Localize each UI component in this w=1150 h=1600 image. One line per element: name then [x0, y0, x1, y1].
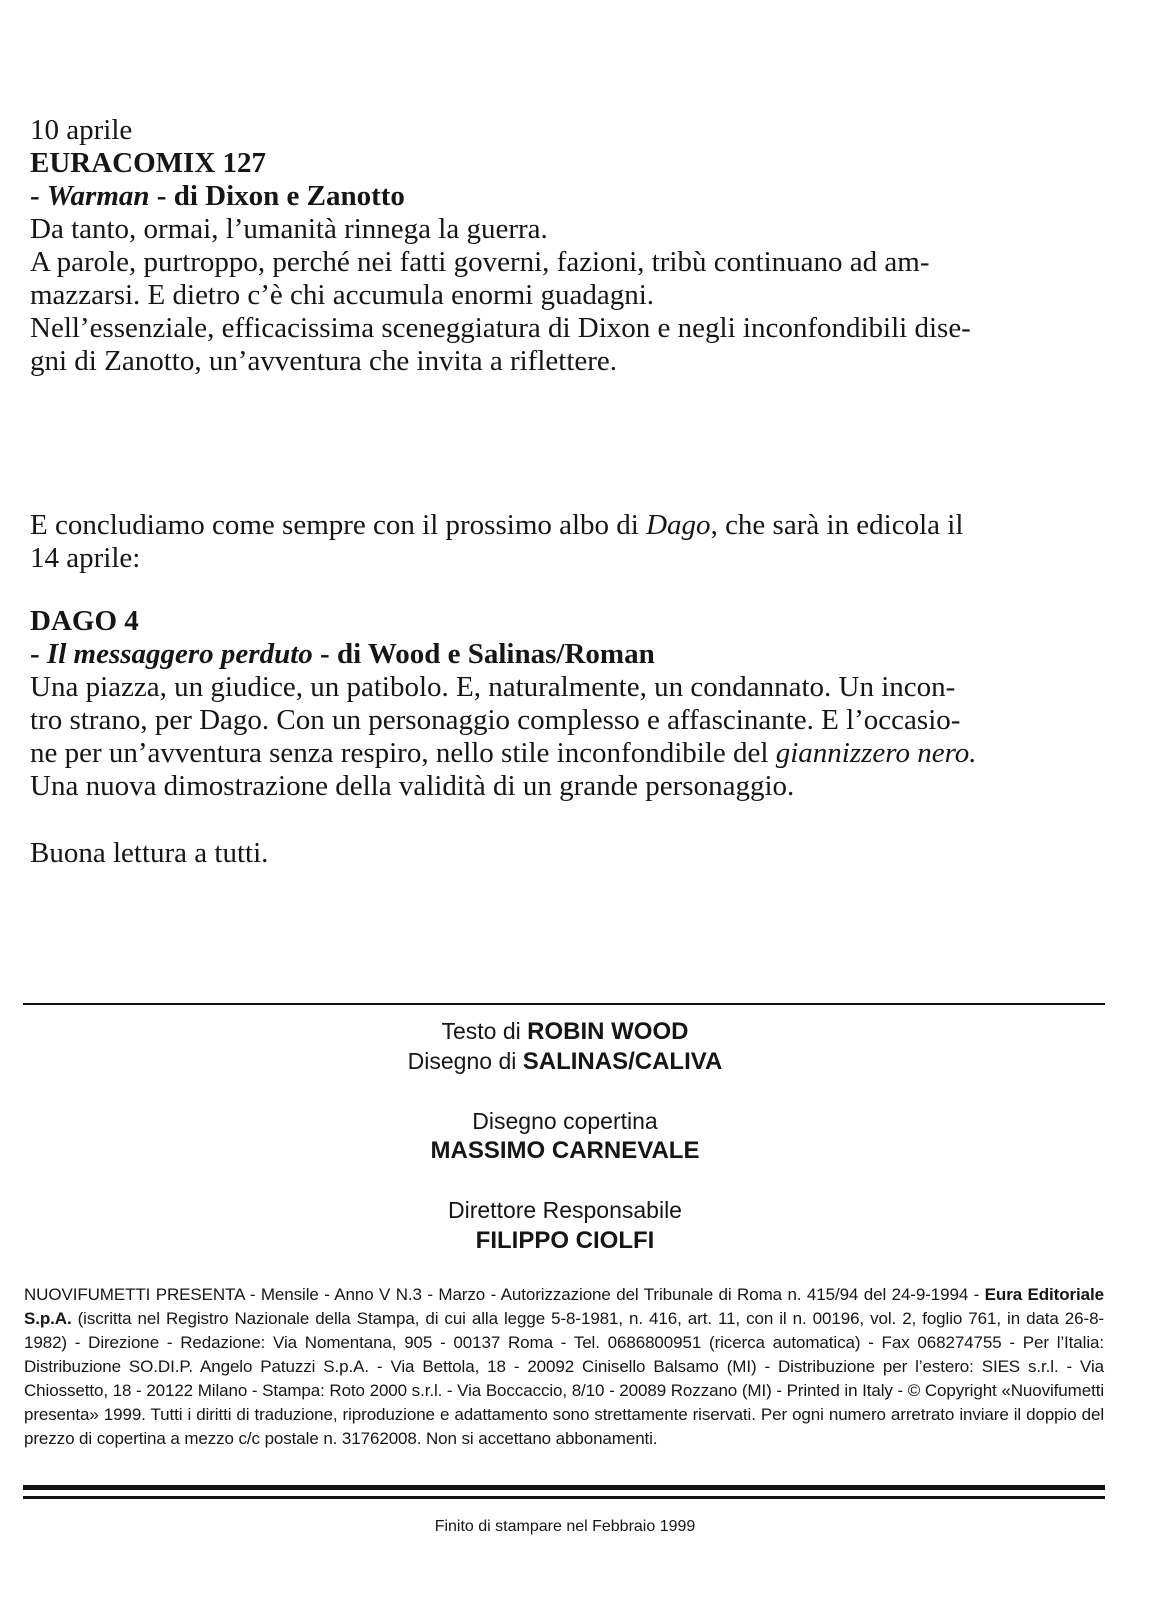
- print-date-footer: Finito di stampare nel Febbraio 1999: [434, 1518, 696, 1535]
- publisher-name: Eura Editoriale S.p.A.: [24, 1285, 1104, 1328]
- release-date: 10 aprile: [30, 114, 133, 146]
- credit-art: Disegno di SALINAS/CALIVA: [407, 1048, 723, 1075]
- story-authors: di Wood e Salinas/Roman: [336, 638, 655, 670]
- story-title: Il messaggero perduto: [46, 638, 313, 670]
- body-line: gni di Zanotto, un’avventura che invita a riflettere.: [30, 345, 618, 377]
- story-authors: di Dixon e Zanotto: [173, 180, 405, 212]
- divider-top: [23, 1003, 1105, 1005]
- body-line: Nell’essenziale, efficacissima sceneggiatura di Dixon e negli inconfondibili dise-: [30, 312, 971, 344]
- story-heading: - Warman - di Dixon e Zanotto: [30, 180, 405, 212]
- story-title: Warman: [46, 180, 150, 212]
- credit-director-name: FILIPPO CIOLFI: [475, 1227, 655, 1254]
- series-title: EURACOMIX 127: [30, 147, 267, 179]
- credit-cover-label: Disegno copertina: [472, 1108, 658, 1134]
- credit-cover-name: MASSIMO CARNEVALE: [430, 1137, 700, 1164]
- body-line: ne per un’avventura senza respiro, nello stile inconfondibile del giannizzero nero.: [30, 737, 977, 769]
- intro-line: 14 aprile:: [30, 542, 141, 574]
- credit-director-label: Direttore Responsabile: [448, 1197, 682, 1223]
- body-line: A parole, purtroppo, perché nei fatti governi, fazioni, tribù continuano ad am-: [30, 246, 930, 278]
- divider-bottom-thin: [23, 1496, 1105, 1499]
- body-line: tro strano, per Dago. Con un personaggio complesso e affascinante. E l’occasio-: [30, 704, 961, 736]
- divider-bottom-thick: [23, 1485, 1105, 1490]
- announcement-dago: [30, 605, 1115, 803]
- credit-text: Testo di ROBIN WOOD: [441, 1018, 689, 1045]
- closing-text: Buona lettura a tutti.: [30, 837, 269, 869]
- announcement-euracomix: [30, 114, 1115, 378]
- body-line: Da tanto, ormai, l’umanità rinnega la guerra.: [30, 213, 548, 245]
- story-heading: - Il messaggero perduto - di Wood e Salinas/Roman: [30, 638, 655, 670]
- body-line: mazzarsi. E dietro c’è chi accumula enormi guadagni.: [30, 279, 655, 311]
- body-line: Una nuova dimostrazione della validità di un grande personaggio.: [30, 770, 795, 802]
- intro-line: E concludiamo come sempre con il prossimo albo di Dago, che sarà in edicola il: [30, 509, 964, 541]
- series-title: DAGO 4: [30, 605, 139, 637]
- body-line: Una piazza, un giudice, un patibolo. E, naturalmente, un condannato. Un incon-: [30, 671, 956, 703]
- closing-line: [30, 837, 1115, 870]
- colophon: NUOVIFUMETTI PRESENTA - Mensile - Anno V N.3 - Marzo - Autorizzazione del Tribunale di Roma n. 415/94 del 24-9-1994 - Eura Editoriale S.p.A. (iscritta nel Registro Nazionale della Stampa, di cui alla legge 5-8-1981, n. 416, art. 11, con il n. 00196, vol. 2, foglio 761, in data 26-8-1982) - Direzione - Redazione: Via Nomentana, 905 - 00137 Roma - Tel. 0686800951 (ricerca automatica) - Fax 068274755 - Per l’Italia: Distribuzione SO.DI.P. Angelo Patuzzi S.p.A. - Via Bettola, 18 - 20092 Cinisello Balsamo (MI) - Distribuzione per l’estero: SIES s.r.l. - Via Chiossetto, 18 - 20122 Milano - Stampa: Roto 2000 s.r.l. - Via Boccaccio, 8/10 - 20089 Rozzano (MI) - Printed in Italy - © Copyright «Nuovifumetti presenta» 1999. Tutti i diritti di traduzione, riproduzione e adattamento sono strettamente riservati. Per ogni numero arretrato inviare il doppio del prezzo di copertina a mezzo c/c postale n. 31762008. Non si accettano abbonamenti.: [24, 1285, 1104, 1448]
- intro-paragraph: [30, 509, 1115, 575]
